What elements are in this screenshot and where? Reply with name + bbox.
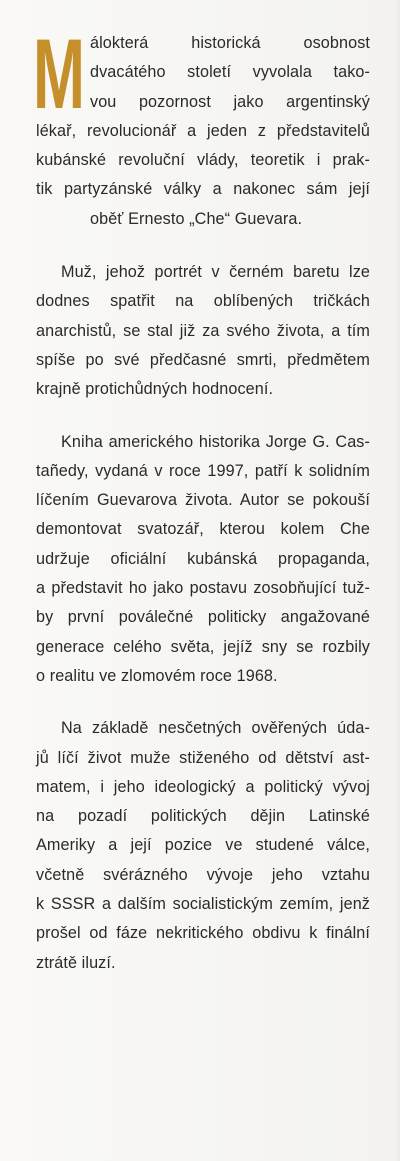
paragraph-1-line-6: tik partyzánské války a nakonec sám její (36, 180, 370, 199)
paragraph-2-line-1: Muž, jehož portrét v černém baretu lze (61, 263, 370, 282)
paragraph-1-line-2: dvacátého století vyvolala tako- (90, 63, 370, 82)
paragraph-4-line-8: prošel od fáze nekritického obdivu k finální (36, 924, 370, 943)
paragraph-2-line-5: krajně protichůdných hodnocení. (36, 380, 274, 399)
paragraph-3-line-1: Kniha amerického historika Jorge G. Cas- (61, 432, 370, 451)
paragraph-3-line-7: by první poválečné politicky angažované (36, 608, 370, 627)
paragraph-3-line-8: generace celého světa, jejíž sny se rozbily (36, 637, 370, 656)
paragraph-1-line-5: kubánské revoluční vlády, teoretik i prak- (36, 151, 370, 170)
paragraph-4 (36, 714, 370, 978)
paragraph-3-line-4: demontovat svatozář, kterou kolem Che (36, 520, 370, 539)
paragraph-1-line-1: álokterá historická osobnost (90, 34, 370, 52)
paragraph-4-line-1: Na základě nesčetných ověřených úda- (61, 719, 370, 738)
paragraph-4-line-7: k SSSR a dalším socialistickým zemím, jenž (36, 895, 370, 914)
paragraph-1 (33, 18, 370, 234)
paragraph-1-line-4: lékař, revolucionář a jeden z představitelů (36, 121, 370, 140)
paragraph-4-line-2: jů líčí život muže stiženého od dětství ast- (36, 748, 370, 767)
paragraph-2-line-3: anarchistů, se stal již za svého života, a tím (36, 321, 370, 340)
book-description-text (33, 18, 370, 1003)
paragraph-3-line-5: udržuje oficiální kubánská propaganda, (36, 549, 370, 568)
paragraph-4-line-5: Ameriky a její pozice ve studené válce, (36, 836, 370, 855)
paragraph-1-line-3: vou pozornost jako argentinský (90, 92, 370, 111)
drop-cap-m: M (33, 18, 84, 129)
paragraph-4-line-4: na pozadí politických dějin Latinské (36, 807, 370, 826)
paragraph-4-line-6: včetně svérázného vývoje jeho vztahu (36, 865, 370, 884)
paragraph-4-line-3: matem, i jeho ideologický a politický vývoj (36, 777, 370, 796)
paragraph-3 (36, 428, 370, 692)
page-edge-shadow (396, 0, 400, 1161)
paragraph-2-line-4: spíše po své předčasné smrti, předmětem (36, 350, 370, 369)
paragraph-3-line-6: a představit ho jako postavu zosobňující tuž- (36, 579, 370, 598)
paragraph-4-line-9: ztrátě iluzí. (36, 953, 116, 972)
paragraph-2-line-2: dodnes spatřit na oblíbených tričkách (36, 292, 370, 311)
paragraph-3-line-9: o realitu ve zlomovém roce 1968. (36, 666, 278, 685)
paragraph-2 (36, 258, 370, 404)
paragraph-3-line-3: líčením Guevarova života. Autor se pokouší (36, 491, 370, 510)
paragraph-3-line-2: tañedy, vydaná v roce 1997, patří k solidním (36, 461, 370, 480)
paragraph-1-line-7: oběť Ernesto „Che“ Guevara. (90, 209, 303, 228)
